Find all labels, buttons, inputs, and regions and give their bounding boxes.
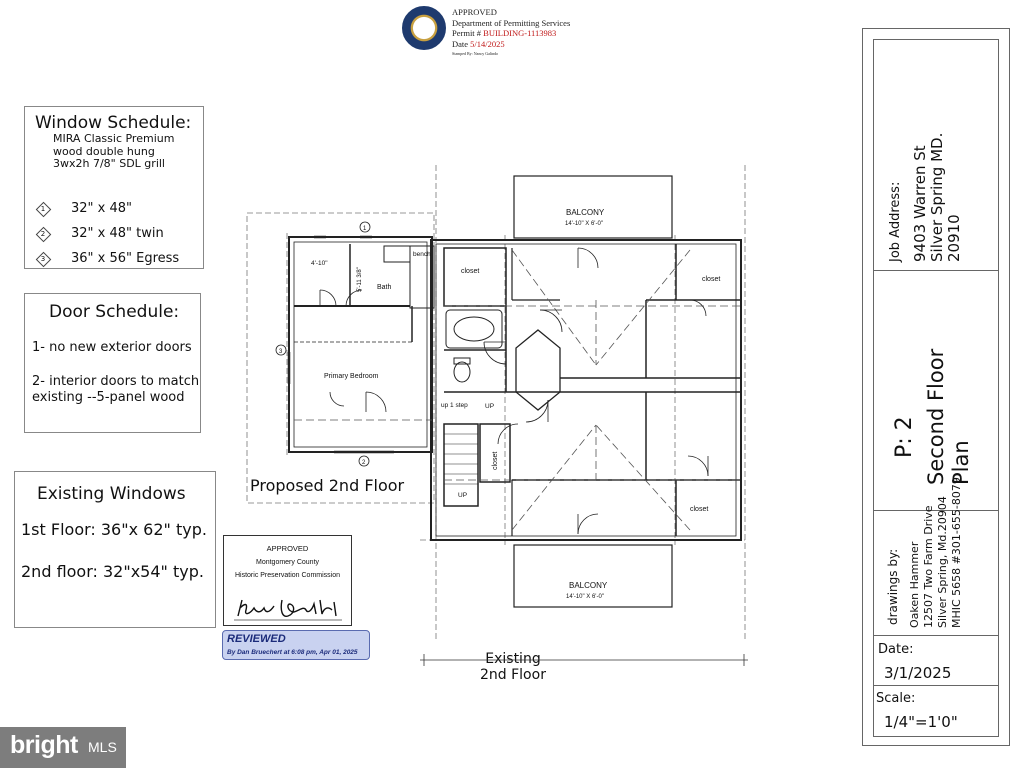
permit-date-line <box>452 39 570 50</box>
permit-signed-by: Stamped By: Nancy Galindo <box>452 51 499 56</box>
scale-label: Scale: <box>876 691 916 706</box>
job-address <box>912 133 963 262</box>
window-schedule-item <box>37 251 179 266</box>
reviewed-title: REVIEWED <box>227 633 286 645</box>
permit-approved: APPROVED <box>452 7 497 17</box>
author-name: Oaken Hammer <box>908 541 921 628</box>
door-schedule-item-2: 2- interior doors to match existing --5-panel wood <box>32 374 200 405</box>
bright-logo: bright <box>10 731 78 759</box>
hpc-county: Montgomery County <box>255 559 320 566</box>
primary-bedroom-label: Primary Bedroom <box>324 373 379 380</box>
window-label: 36" x 56" Egress <box>71 251 180 266</box>
title-block <box>862 28 1010 746</box>
window-schedule-description: MIRA Classic Premium wood double hung 3wx2h 7/8" SDL grill <box>53 132 175 170</box>
title-block-divider <box>874 685 998 686</box>
reviewed-detail: By Dan Bruechert at 6:08 pm, Apr 01, 2025 <box>227 649 358 656</box>
mls-text: MLS <box>88 739 117 755</box>
date-label: Date: <box>878 642 914 657</box>
existing-windows-title: Existing Windows <box>37 484 186 504</box>
door-schedule-item-1: 1- no new exterior doors <box>32 340 192 355</box>
scale-value: 1/4"=1'0" <box>884 713 958 731</box>
reviewed-stamp <box>222 630 370 660</box>
proposed-floor-label: Proposed 2nd Floor <box>250 476 405 495</box>
window-tag-2: 2 <box>362 460 366 466</box>
door-schedule-title: Door Schedule: <box>49 302 180 322</box>
permit-date-prefix: Date <box>452 38 469 49</box>
signature-icon <box>224 592 353 626</box>
sheet-title-line1: Second Floor <box>924 348 948 485</box>
dim-4-10: 4'-10" <box>311 260 328 267</box>
window-schedule <box>24 106 204 269</box>
window-schedule-title: Window Schedule: <box>35 113 192 133</box>
author-license: MHIC 5658 #301-655-8079 <box>950 477 963 628</box>
window-tag-1: 1 <box>363 226 367 232</box>
permit-number-line <box>452 28 570 39</box>
permit-prefix: Permit # <box>452 28 482 38</box>
title-block-divider <box>874 270 998 271</box>
job-address-line3: 20910 <box>945 214 963 262</box>
balcony-top-dim: 14'-10" X 6'-0" <box>565 221 603 227</box>
tag-diamond-icon <box>37 228 49 240</box>
closet-label: closet <box>690 506 709 513</box>
door-schedule <box>24 293 201 433</box>
bright-mls-watermark <box>0 727 126 768</box>
bath-label: Bath <box>377 284 392 291</box>
permit-stamp-text <box>452 7 570 60</box>
window-tag-3: 3 <box>279 349 283 355</box>
permit-stamp <box>402 6 582 56</box>
window-tag: 1 <box>40 204 46 213</box>
author-address1: 12507 Two Farm Drive <box>922 505 935 628</box>
author-address2: Silver Spring, Md.20904 <box>936 496 949 628</box>
hpc-commission: Historic Preservation Commission <box>234 572 341 579</box>
existing-windows-floor1: 1st Floor: 36"x 62" typ. <box>21 520 207 539</box>
window-label: 32" x 48" <box>71 201 133 216</box>
permit-date: 5/14/2025 <box>470 38 505 49</box>
montgomery-county-seal-icon <box>402 6 446 50</box>
balcony-top-label: BALCONY <box>566 208 605 217</box>
hpc-stamp <box>223 535 352 626</box>
balcony-bottom-dim: 14'-10" X 6'-0" <box>566 594 604 600</box>
window-tag: 2 <box>40 229 46 238</box>
job-address-line1: 9403 Warren St <box>911 145 929 262</box>
tag-diamond-icon <box>37 203 49 215</box>
sheet-number: P: 2 <box>892 416 917 458</box>
permit-number: BUILDING-1113983 <box>483 28 557 38</box>
existing-windows-floor2: 2nd floor: 32"x54" typ. <box>21 562 204 581</box>
tag-diamond-icon <box>37 253 49 265</box>
up-label: UP <box>485 403 495 410</box>
window-tag: 3 <box>40 254 46 263</box>
drawings-by-label: drawings by: <box>886 548 900 625</box>
hpc-approved: APPROVED <box>266 544 309 553</box>
permit-department: Department of Permitting Services <box>452 17 571 28</box>
stair-up-label: UP <box>458 492 468 499</box>
existing-floor-label-line2: 2nd Floor <box>480 667 546 683</box>
date-value: 3/1/2025 <box>884 664 952 682</box>
balcony-bottom-label: BALCONY <box>569 581 608 590</box>
window-schedule-item <box>37 226 164 241</box>
window-label: 32" x 48" twin <box>71 226 164 241</box>
job-address-label: Job Address: <box>888 181 903 262</box>
existing-windows <box>14 471 216 628</box>
author-info <box>908 477 964 628</box>
job-address-line2: Silver Spring MD. <box>928 132 946 262</box>
bench-label: bench <box>413 251 431 258</box>
up-step-label: up 1 step <box>441 402 468 409</box>
closet-label: closet <box>461 268 480 275</box>
closet-label: closet <box>702 276 721 283</box>
closet-label: closet <box>492 451 499 470</box>
title-block-divider <box>874 635 998 636</box>
existing-floor-label-line1: Existing <box>485 651 541 667</box>
existing-floor-label <box>480 651 546 683</box>
sheet-title-line2: Plan <box>949 440 973 485</box>
title-block-inner <box>873 39 999 737</box>
dim-5-11: 5'-11 3/8" <box>357 267 363 292</box>
window-schedule-item <box>37 201 132 216</box>
sheet-title <box>924 349 974 485</box>
